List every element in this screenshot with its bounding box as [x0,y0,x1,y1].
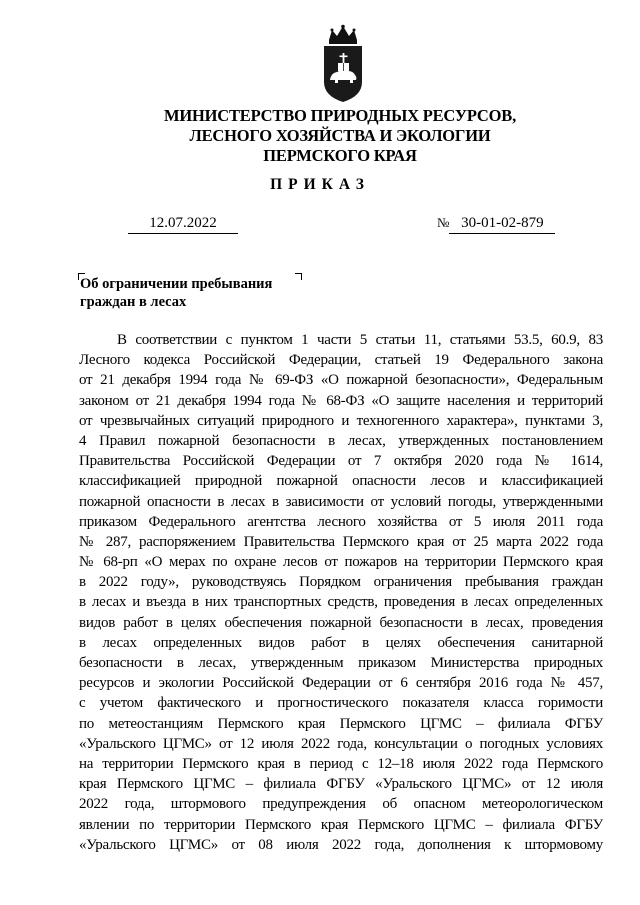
body-line-4: законом от 21 декабря 1994 года № 68-ФЗ «О защите населения и территорий [79,392,603,409]
body-line-19: с учетом фактического и прогностического показателя класса горимости [79,695,603,712]
body-line-18: ресурсов и экологии Российской Федерации от 6 сентября 2016 года № 457, [79,675,603,692]
body-line-12: № 68-рп «О мерах по охране лесов от пожаров на территории Пермского края [79,554,603,571]
number-sign: № [437,215,450,230]
body-line-26: «Уральского ЦГМС» от 08 июля 2022 года, дополнения к штормовому [79,836,603,853]
body-line-2: Лесного кодекса Российской Федерации, статьей 19 Федерального закона [79,352,603,369]
body-line-24: 2022 года, штормового предупреждения об опасном метеорологическом [79,796,603,813]
body-line-13: в 2022 году», руководствуясь Порядком ограничения пребывания граждан [79,574,603,591]
body-line-21: «Уральского ЦГМС» от 12 июля 2022 года, консультации о погодных условиях [79,735,603,752]
subject-line-2: граждан в лесах [80,294,187,310]
document-type-title: ПРИКАЗ [270,176,370,193]
document-date: 12.07.2022 [128,213,238,234]
coat-of-arms-emblem [320,24,366,104]
body-line-20: по метеостанциям Пермского края Пермского ЦГМС – филиала ФГБУ [79,715,603,732]
subject-line-1: Об ограничении пребывания [80,276,273,292]
ministry-line-2: ЛЕСНОГО ХОЗЯЙСТВА И ЭКОЛОГИИ [189,126,491,145]
document-number [437,213,555,234]
body-line-10: приказом Федерального агентства лесного хозяйства от 5 июля 2011 года [79,513,603,530]
ministry-line-1: МИНИСТЕРСТВО ПРИРОДНЫХ РЕСУРСОВ, [164,106,516,125]
body-line-5: от чрезвычайных ситуаций природного и техногенного характера», пунктами 3, [79,412,603,429]
body-line-8: классификацией природной пожарной опасности лесов и классификацией [79,473,603,490]
body-line-23: края Пермского ЦГМС – филиала ФГБУ «Уральского ЦГМС» от 12 июля [79,776,603,793]
ministry-line-3: ПЕРМСКОГО КРАЯ [263,146,417,165]
body-line-15: видов работ в целях обеспечения пожарной безопасности в лесах, проведения [79,614,603,631]
body-line-9: пожарной опасности в лесах в зависимости от условий погоды, утвержденными [79,493,603,510]
document-number-value: 30-01-02-879 [449,213,555,234]
body-line-3: от 21 декабря 1994 года № 69-ФЗ «О пожарной безопасности», Федеральным [79,372,603,389]
body-line-7: Правительства Российской Федерации от 7 октября 2020 года № 1614, [79,453,603,470]
body-line-16: в лесах определенных видов работ в целях обеспечения санитарной [79,634,603,651]
document-subject [80,275,272,311]
document-body [79,330,603,855]
body-line-14: в лесах и въезда в них транспортных средств, проведения в лесах определенных [79,594,603,611]
body-line-11: № 287, распоряжением Правительства Пермского края от 25 марта 2022 года [79,533,603,550]
body-line-25: явлении по территории Пермского края Пермского ЦГМС – филиала ФГБУ [79,816,603,833]
body-line-17: безопасности в лесах, утвержденным приказом Министерства природных [79,655,603,671]
subject-corner-mark-right [295,273,302,280]
body-line-1: В соответствии с пунктом 1 части 5 статьи 11, статьями 53.5, 60.9, 83 [117,332,603,348]
body-line-6: 4 Правил пожарной безопасности в лесах, утвержденных постановлением [79,432,603,449]
body-line-22: на территории Пермского края в период с 12–18 июля 2022 года Пермского [79,755,603,772]
ministry-name [130,106,550,166]
